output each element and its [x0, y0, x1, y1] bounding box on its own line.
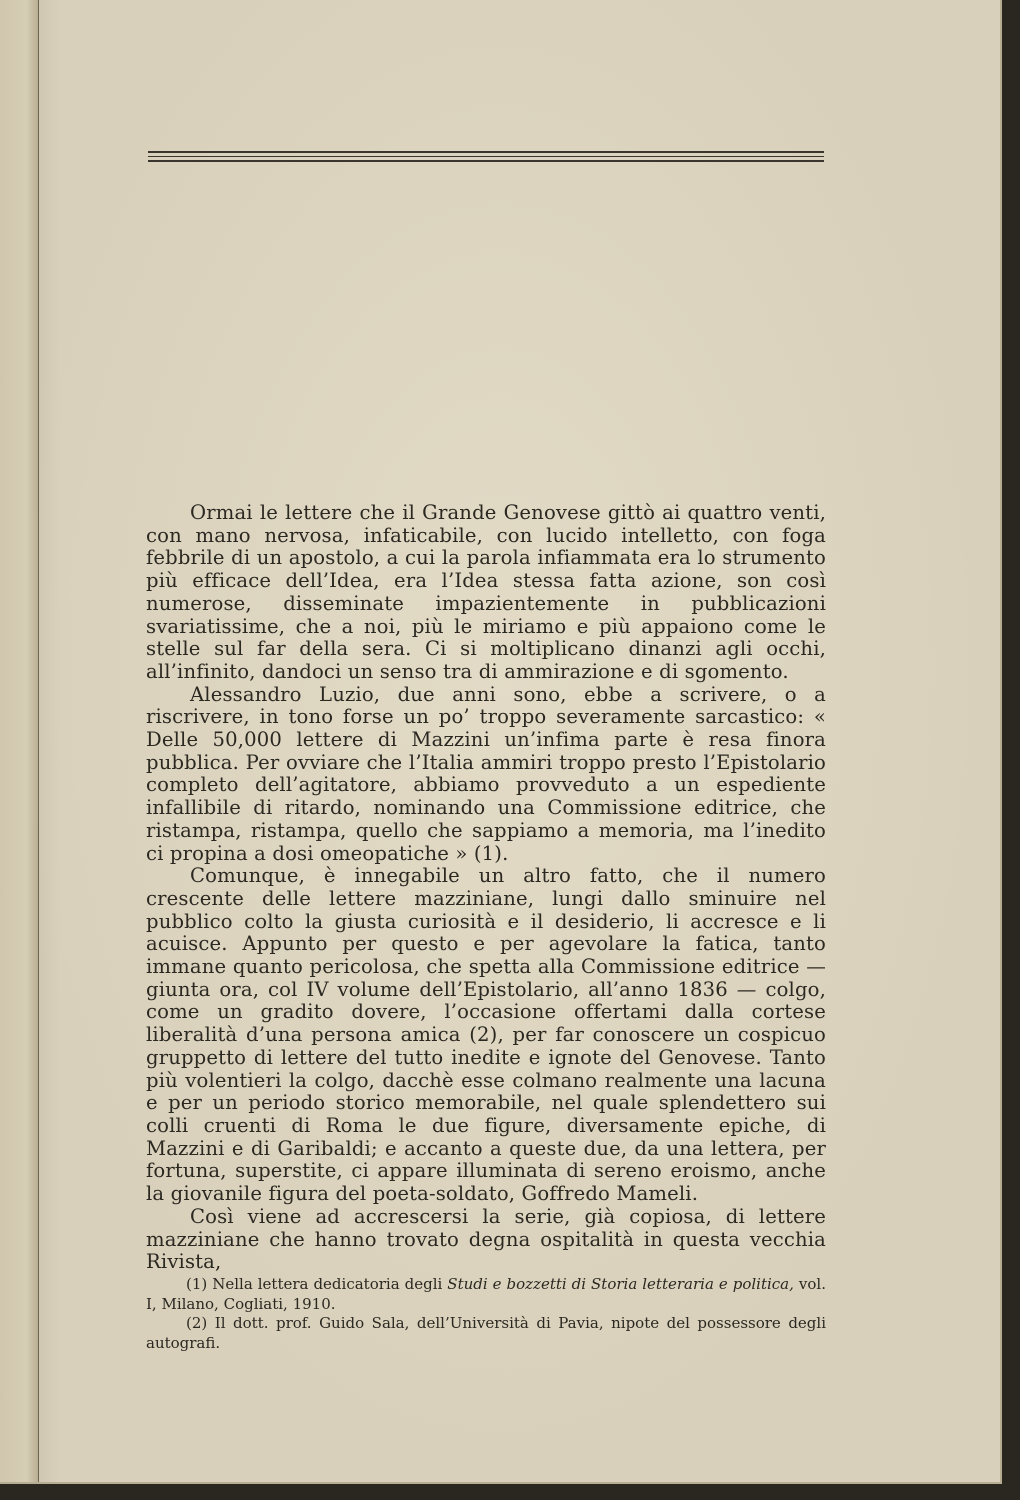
paragraph-4: Così viene ad accrescersi la serie, già copiosa, di lettere mazziniane che hanno trovato degna ospitalità in questa vecchia Rivista,: [146, 1204, 826, 1274]
footnotes: [146, 1275, 826, 1353]
main-text: [146, 502, 826, 1274]
paragraph-2: Alessandro Luzio, due anni sono, ebbe a scrivere, o a riscrivere, in tono forse un po’ troppo severamente sarcastico: « Delle 50,000 lettere di Mazzini un’infima parte è resa finora pubblica. Per ovviare che l’Italia ammiri troppo presto l’Epistolario completo dell’agitatore, abbiamo provveduto a un espediente infallibile di ritardo, nominando una Commissione editrice, che ristampa, ristampa, quello che sappiamo a memoria, ma l’inedito ci propina a dosi omeopatiche » (1).: [146, 682, 826, 865]
footnote-2: [146, 1314, 826, 1353]
header-rule: [148, 151, 824, 165]
footnote-marker: (1): [186, 1275, 208, 1293]
paragraph-3: Comunque, è innegabile un altro fatto, che il numero crescente delle lettere mazziniane, lungi dallo sminuire nel pubblico colto la giusta curiosità e il desiderio, li accresce e li acuisce. Appunto per questo e per agevolare la fatica, tanto immane quanto pericolosa, che spetta alla Commissione editrice — giunta ora, col IV volume dell’Epistolario, all’anno 1836 — colgo, come un gradito dovere, l’occasione offertami dalla cortese liberalità d’una persona amica (2), per far conoscere un cospicuo gruppetto di lettere del tutto inedite e ignote del Genovese. Tanto più volentieri la colgo, dacchè esse colmano realmente una lacuna e per un periodo storico memorabile, nel quale splendettero sui colli cruenti di Roma le due figure, diversamente epiche, di Mazzini e di Garibaldi; e accanto a queste due, da una lettera, per fortuna, superstite, ci appare illuminata di sereno eroismo, anche la giovanile figura del poeta-soldato, Goffredo Mameli.: [146, 864, 826, 1206]
footnote-title: Studi e bozzetti di Storia letteraria e politica,: [447, 1275, 794, 1293]
footnote-text: Nella lettera dedicatoria degli: [212, 1275, 443, 1293]
book-gutter: [0, 0, 39, 1482]
footnote-marker: (2): [186, 1314, 208, 1332]
footnote-rest: vol. I, Milano, Cogliati, 1910.: [146, 1275, 826, 1313]
footnote-text: Il dott. prof. Guido Sala, dell’Università di Pavia, nipote del possessore degli autografi.: [146, 1314, 826, 1352]
paragraph-1: Ormai le lettere che il Grande Genovese gittò ai quattro venti, con mano nervosa, infaticabile, con lucido intelletto, con foga febbrile di un apostolo, a cui la parola infiammata era lo strumento più efficace dell’Idea, era l’Idea stessa fatta azione, son così numerose, disseminate impazientemente in pubblicazioni svariatissime, che a noi, più le miriamo e più appaiono come le stelle sul far della sera. Ci si moltiplicano dinanzi agli occhi, all’infinito, dandoci un senso tra di ammirazione e di sgomento.: [146, 501, 826, 683]
footnote-1: [146, 1275, 826, 1314]
